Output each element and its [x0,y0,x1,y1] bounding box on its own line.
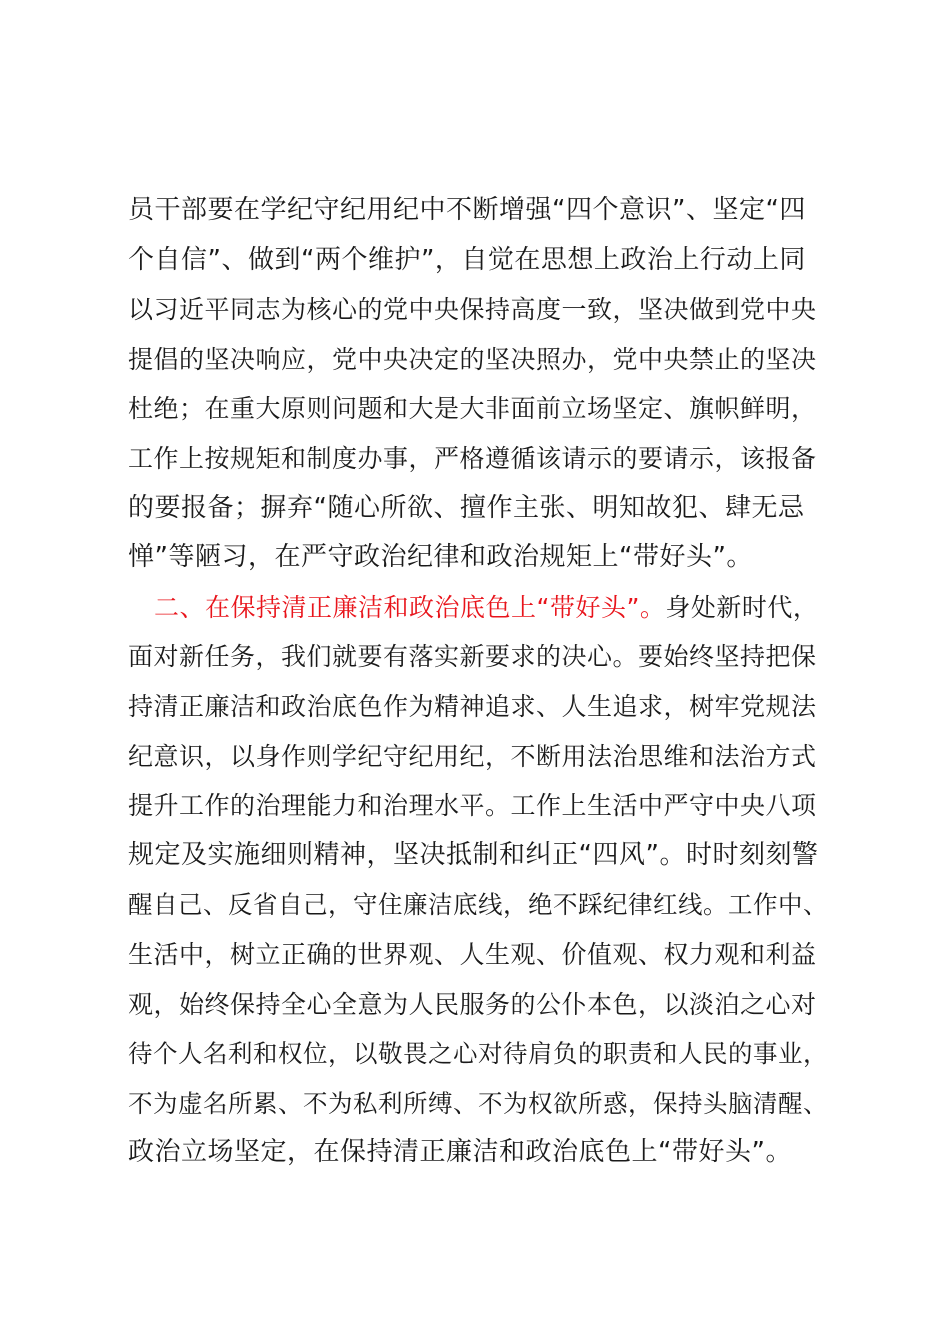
paragraph-2 [128,583,828,1178]
paragraph-1-line: 工作上按规矩和制度办事，严格遵循该请示的要请示，该报备 [128,443,817,473]
paragraph-2-line: 生活中，树立正确的世界观、人生观、价值观、权力观和利益 [128,939,817,969]
paragraph-1-line: 以习近平同志为核心的党中央保持高度一致，坚决做到党中央 [128,295,817,325]
paragraph-1-line: 员干部要在学纪守纪用纪中不断增强“四个意识”、坚定“四 [128,195,806,225]
paragraph-2-line: 持清正廉洁和政治底色作为精神追求、人生追求，树牢党规法 [128,691,817,721]
section-heading: 二、在保持清正廉洁和政治底色上“带好头”。 [154,592,666,622]
paragraph-2-line: 不为虚名所累、不为私利所缚、不为权欲所惑，保持头脑清醒、 [128,1088,828,1118]
paragraph-2-first-line-text: 身处新时代， [665,592,819,622]
paragraph-1-line: 杜绝；在重大原则问题和大是大非面前立场坚定、旗帜鲜明， [128,394,817,424]
paragraph-1-line: 个自信”、做到“两个维护”，自觉在思想上政治上行动上同 [128,244,806,275]
paragraph-2-line: 待个人名利和权位，以敬畏之心对待肩负的职责和人民的事业， [128,1039,828,1069]
paragraph-2-line: 面对新任务，我们就要有落实新要求的决心。要始终坚持把保 [128,642,817,672]
paragraph-2-line: 政治立场坚定，在保持清正廉洁和政治底色上“带好头”。 [128,1137,792,1168]
paragraph-2-line: 规定及实施细则精神，坚决抵制和纠正“四风”。时时刻刻警 [128,839,819,870]
paragraph-2-line: 提升工作的治理能力和治理水平。工作上生活中严守中央八项 [128,791,817,821]
paragraph-2-line: 纪意识，以身作则学纪守纪用纪，不断用法治思维和法治方式 [128,741,817,771]
paragraph-1-line: 提倡的坚决响应，党中央决定的坚决照办，党中央禁止的坚决 [128,344,817,374]
document-body [128,186,828,1178]
paragraph-1 [128,186,828,583]
paragraph-2-first-line [128,583,828,633]
paragraph-1-line: 的要报备；摒弃“随心所欲、擅作主张、明知故犯、肆无忌 [128,492,805,523]
paragraph-2-line: 醒自己、反省自己，守住廉洁底线，绝不踩纪律红线。工作中、 [128,890,828,920]
paragraph-2-line: 观，始终保持全心全意为人民服务的公仆本色，以淡泊之心对 [128,989,817,1019]
paragraph-1-line: 惮”等陋习，在严守政治纪律和政治规矩上“带好头”。 [128,542,753,573]
